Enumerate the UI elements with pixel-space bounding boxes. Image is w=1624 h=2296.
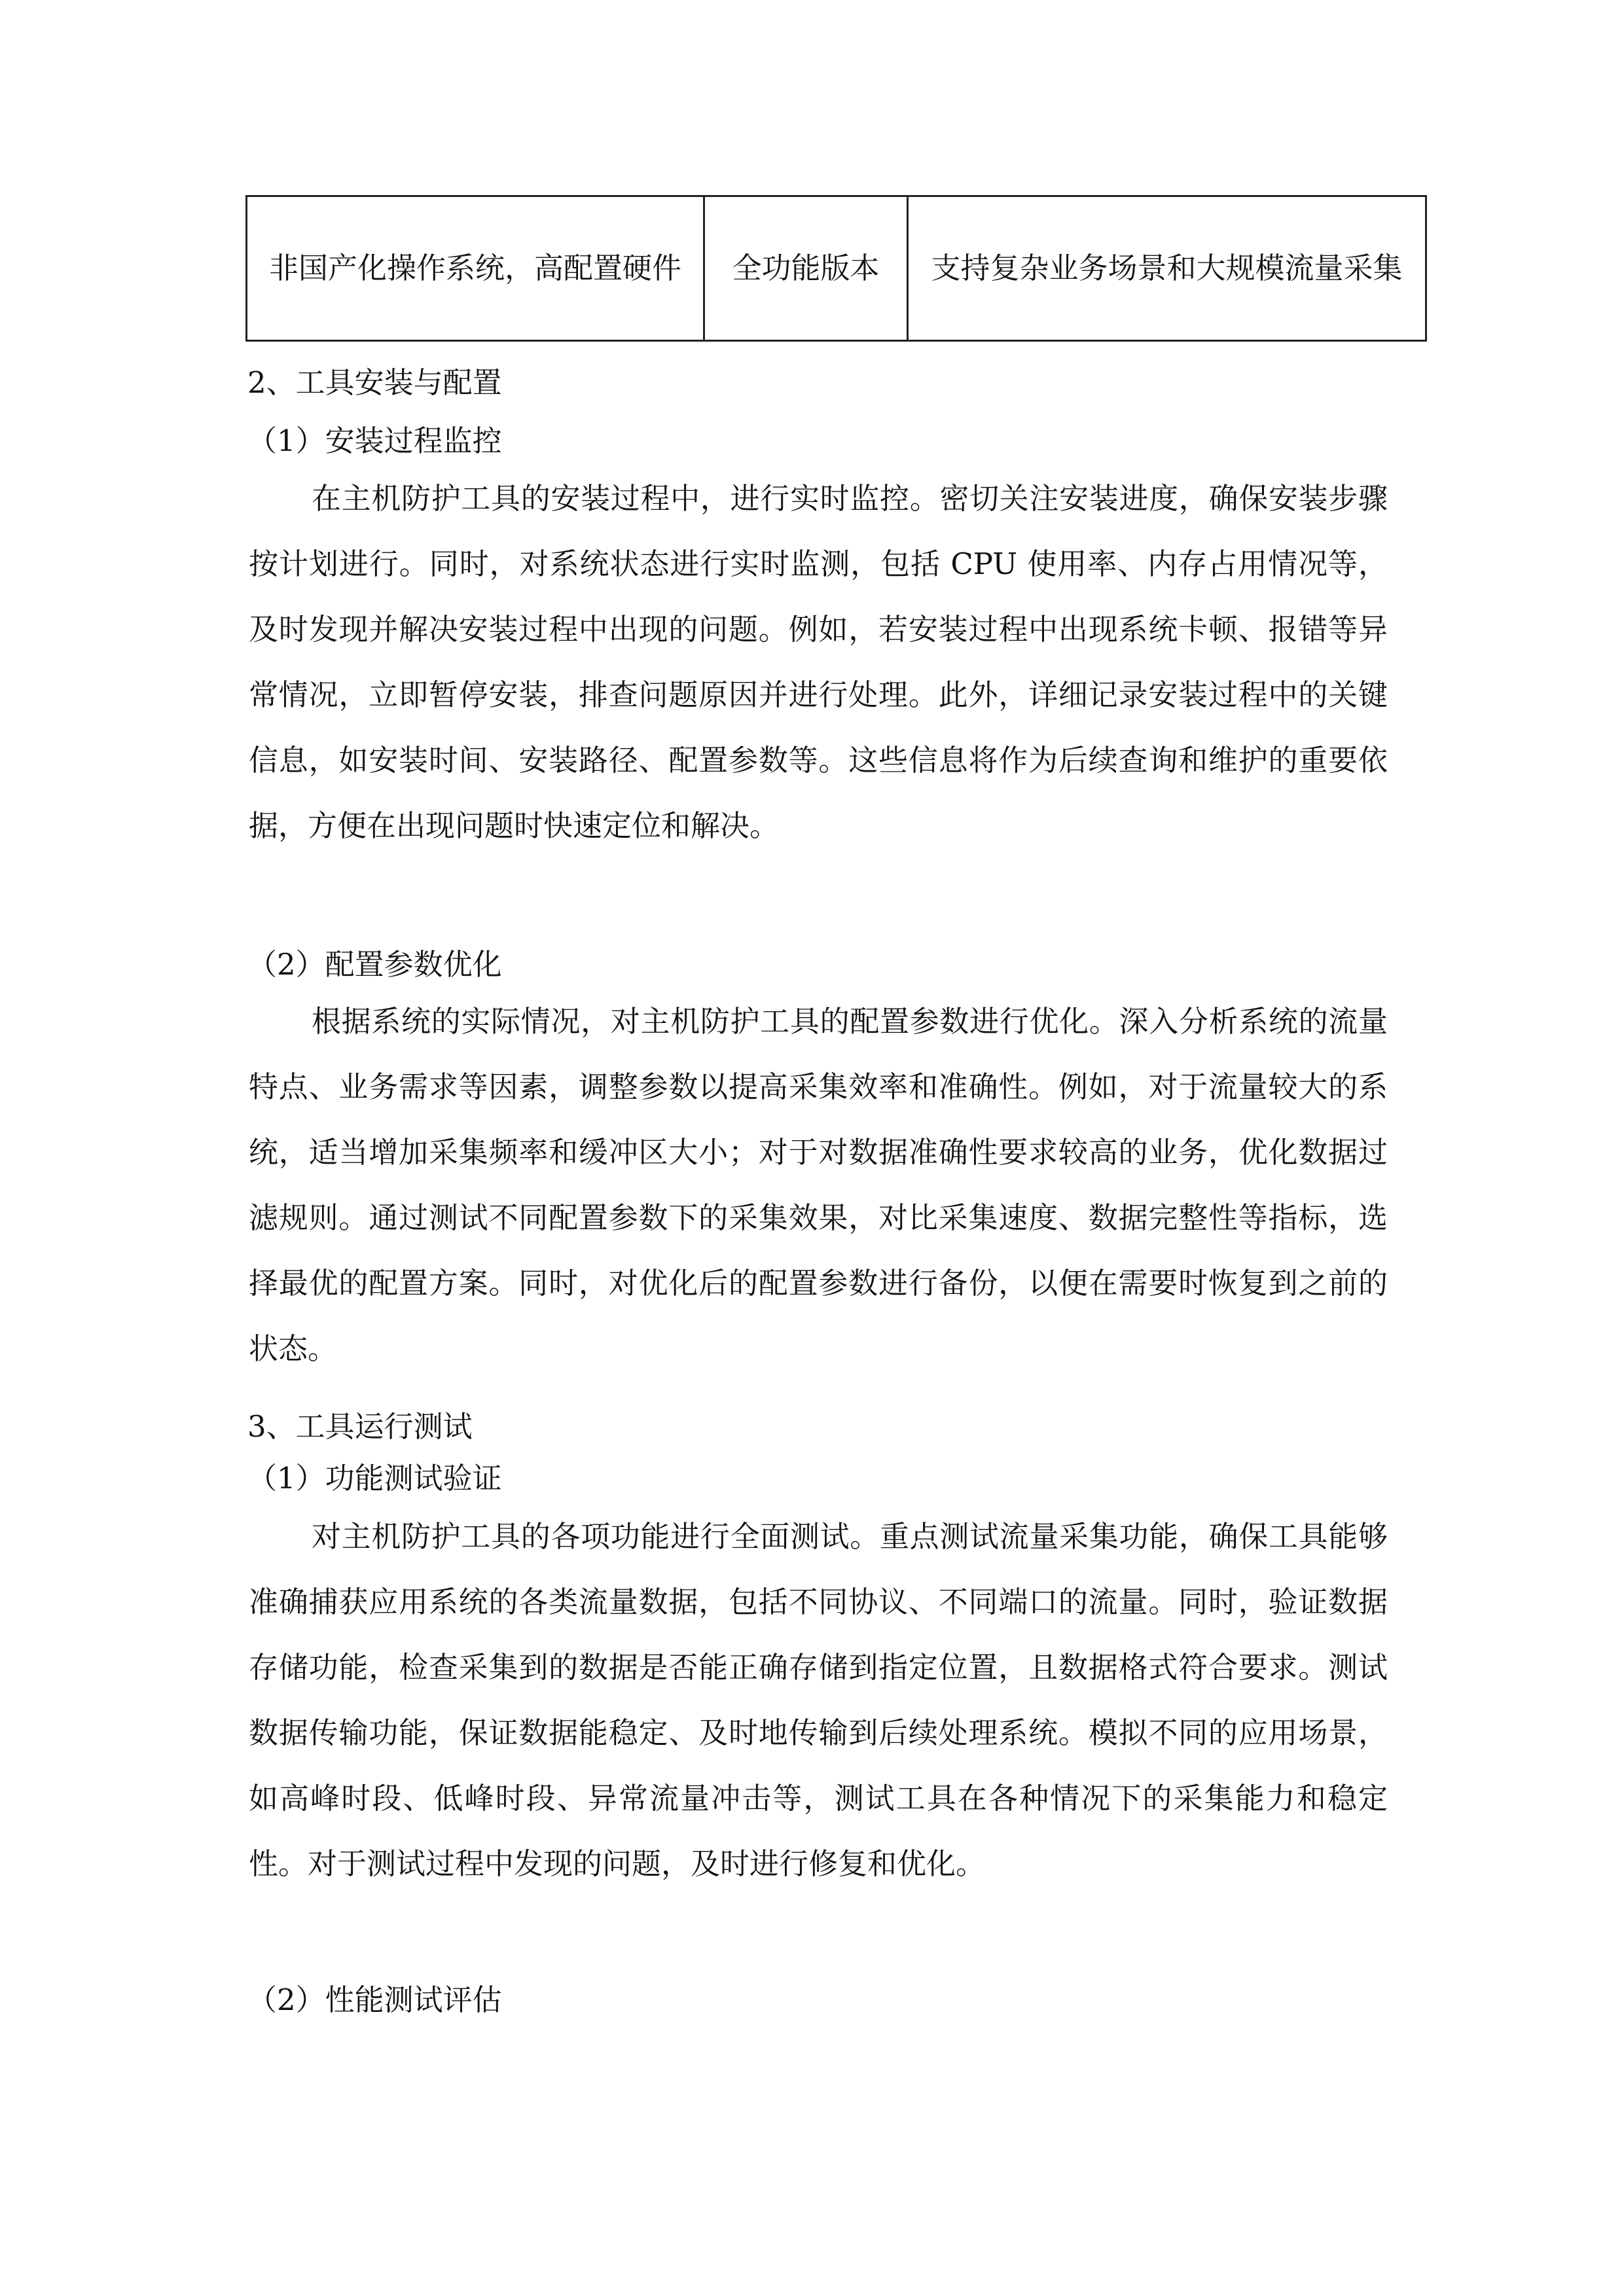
table-cell-desc: 支持复杂业务场景和大规模流量采集 <box>908 196 1426 341</box>
paragraph-install-monitor: 在主机防护工具的安装过程中，进行实时监控。密切关注安装进度，确保安装步骤按计划进行。同时，对系统状态进行实时监测，包括 CPU 使用率、内存占用情况等，及时发现并解决安装过程中出现的问题。例如，若安装过程中出现系统卡顿、报错等异常情况，立即暂停安装，排查问题原因并进行处理。此外，详细记录安装过程中的关键信息，如安装时间、安装路径、配置参数等。这些信息将作为后续查询和维护的重要依据，方便在出现问题时快速定位和解决。 <box>249 481 1388 843</box>
subheading-2-1: （1）安装过程监控 <box>247 423 502 458</box>
table-cell-version: 全功能版本 <box>704 196 908 341</box>
paragraph-config-optimize: 根据系统的实际情况，对主机防护工具的配置参数进行优化。深入分析系统的流量特点、业务需求等因素，调整参数以提高采集效率和准确性。例如，对于流量较大的系统，适当增加采集频率和缓冲区大小；对于对数据准确性要求较高的业务，优化数据过滤规则。通过测试不同配置参数下的采集效果，对比采集速度、数据完整性等指标，选择最优的配置方案。同时，对优化后的配置参数进行备份，以便在需要时恢复到之前的状态。 <box>249 1004 1388 1366</box>
subheading-2-2: （2）配置参数优化 <box>247 947 502 982</box>
config-table <box>245 195 1427 342</box>
table-cell-os: 非国产化操作系统，高配置硬件 <box>247 196 704 341</box>
table-row <box>247 196 1426 341</box>
subheading-3-2: （2）性能测试评估 <box>247 1982 502 2017</box>
paragraph-function-test: 对主机防护工具的各项功能进行全面测试。重点测试流量采集功能，确保工具能够准确捕获应用系统的各类流量数据，包括不同协议、不同端口的流量。同时，验证数据存储功能，检查采集到的数据是否能正确存储到指定位置，且数据格式符合要求。测试数据传输功能，保证数据能稳定、及时地传输到后续处理系统。模拟不同的应用场景，如高峰时段、低峰时段、异常流量冲击等，测试工具在各种情况下的采集能力和稳定性。对于测试过程中发现的问题，及时进行修复和优化。 <box>249 1519 1388 1881</box>
section-heading-2: 2、工具安装与配置 <box>247 365 502 400</box>
section-heading-3: 3、工具运行测试 <box>247 1409 473 1444</box>
subheading-3-1: （1）功能测试验证 <box>247 1461 502 1496</box>
